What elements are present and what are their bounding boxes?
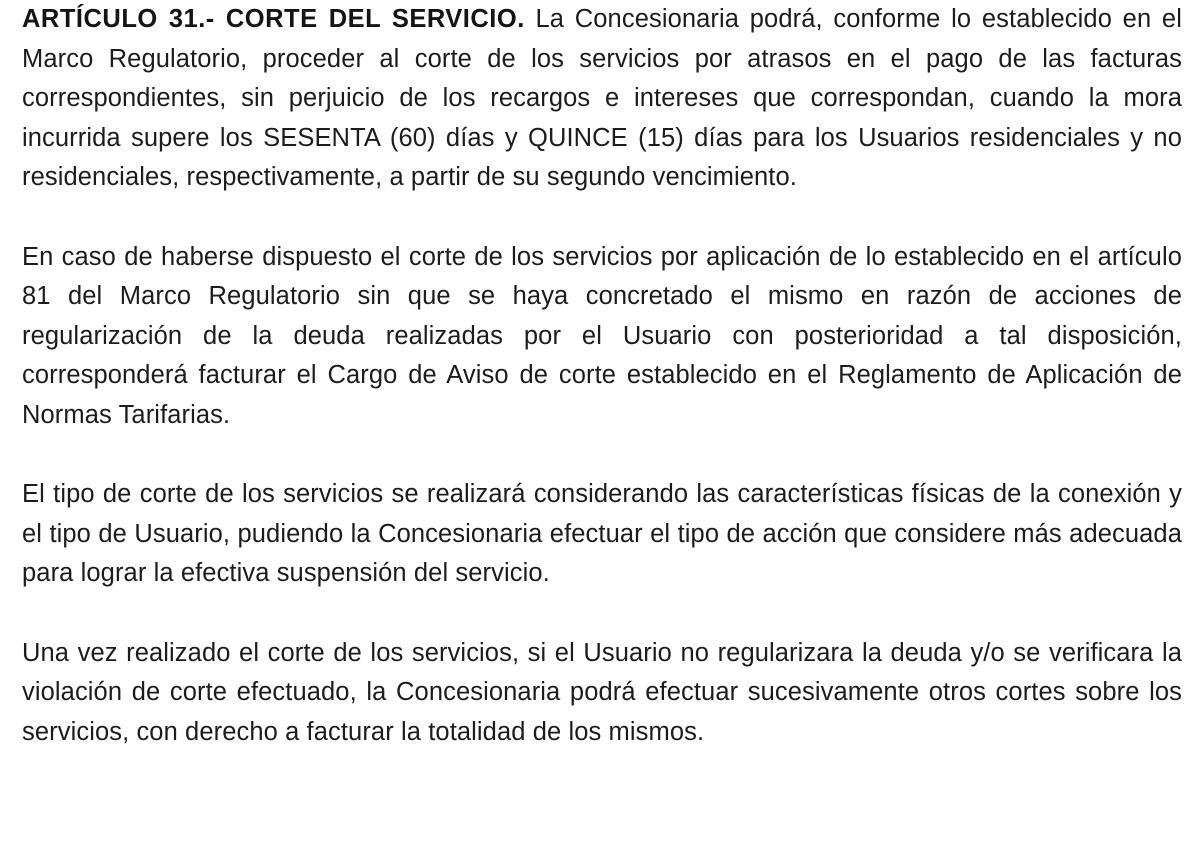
article-paragraph-4: Una vez realizado el corte de los servicios, si el Usuario no regularizara la deuda y/o se verificara la violación de corte efectuado, la Concesionaria podrá efectuar sucesivamente otros cortes sobre los servicios, con derecho a facturar la totalidad de los mismos. xyxy=(22,638,1182,746)
article-paragraph-3: El tipo de corte de los servicios se realizará considerando las características físicas de la conexión y el tipo de Usuario, pudiendo la Concesionaria efectuar el tipo de acción que considere más adecuada para lograr la efectiva suspensión del servicio. xyxy=(22,480,1182,588)
article-document xyxy=(22,0,1182,752)
article-heading: ARTÍCULO 31.- CORTE DEL SERVICIO. xyxy=(22,5,525,33)
article-paragraph-2: En caso de haberse dispuesto el corte de los servicios por aplicación de lo establecido en el artículo 81 del Marco Regulatorio sin que se haya concretado el mismo en razón de acciones de regularización de la deuda realizadas por el Usuario con posterioridad a tal disposición, corresponderá facturar el Cargo de Aviso de corte establecido en el Reglamento de Aplicación de Normas Tarifarias. xyxy=(22,242,1182,429)
article-paragraph-1-text: La Concesionaria podrá, conforme lo establecido en el Marco Regulatorio, proceder al corte de los servicios por atrasos en el pago de las facturas correspondientes, sin perjuicio de los recargos e intereses que correspondan, cuando la mora incurrida supere los SESENTA (60) días y QUINCE (15) días para los Usuarios residenciales y no residenciales, respectivamente, a partir de su segundo vencimiento. xyxy=(22,5,1182,192)
article-paragraph-1 xyxy=(22,0,1182,198)
